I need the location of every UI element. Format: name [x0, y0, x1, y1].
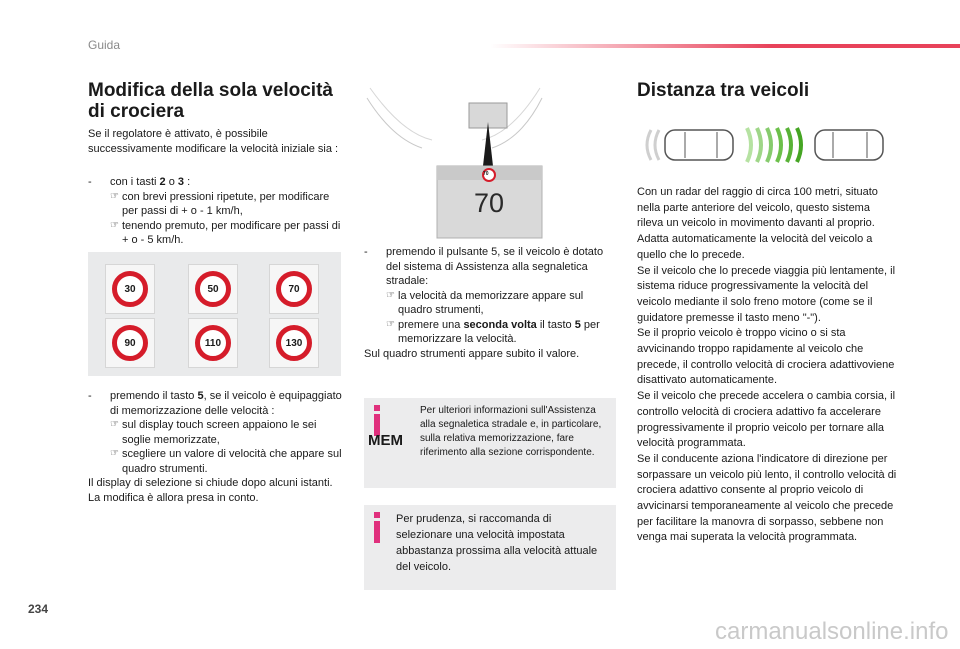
finger-icon: ☞: [110, 219, 119, 231]
left-sub-item: ☞ scegliere un valore di velocità che appare sul quadro strumenti.: [110, 448, 342, 475]
left-sub-item: ☞ con brevi pressioni ripetute, per modificare per passi di + o - 1 km/h,: [110, 190, 330, 217]
left-bullets: [88, 175, 343, 248]
left-dash-item: - premendo il tasto 5, se il veicolo è equipaggiato di memorizzazione delle velocità :: [88, 390, 342, 417]
left-intro: Se il regolatore è attivato, è possibile successivamente modificare la velocità iniziale sia :: [88, 128, 339, 155]
finger-icon: ☞: [110, 448, 119, 459]
finger-icon: ☞: [386, 318, 395, 330]
speed-signs-illustration: [88, 252, 341, 376]
speed-sign-130: 130: [276, 325, 312, 361]
speed-sign-30: 30: [112, 271, 148, 307]
info-text-1: Per ulteriori informazioni sull'Assistenza alla segnaletica stradale e, in particolare, sulla relativa memorizzazione, fare riferimento alla sezione corrispondente.: [420, 405, 602, 458]
watermark: carmanualsonline.info: [715, 618, 949, 645]
info-text-2: Per prudenza, si raccomanda di selezionare una velocità impostata abbastanza prossima alla velocità attuale del veicolo.: [396, 513, 598, 573]
info-box-advice: [364, 505, 616, 590]
speed-sign-card: [105, 264, 155, 314]
speed-sign-90: 90: [112, 325, 148, 361]
middle-sub-item: ☞ premere una seconda volta il tasto 5 per memorizzare la velocità.: [386, 318, 600, 345]
middle-sub-item: ☞ la velocità da memorizzare appare sul quadro strumenti,: [386, 289, 584, 316]
finger-icon: ☞: [110, 190, 119, 202]
finger-icon: ☞: [110, 419, 119, 430]
speed-sign-card: [105, 318, 155, 368]
left-bullets-2: [88, 389, 343, 505]
middle-bullets: [364, 245, 614, 361]
left-dash-item: - con i tasti 2 o 3 :: [88, 176, 191, 188]
speed-sign-card: [188, 318, 238, 368]
right-body-text: Con un radar del raggio di circa 100 metri, situato nella parte anteriore del veicolo, questo sistema rileva un veicolo in movimento davanti al proprio. Adatta automaticamente la velocità del veicolo a quello che lo precede. Se il veicolo che lo precede viaggia più lentamente, il sistema riduce progressivamente la velocità del veicolo mediante il solo freno motore (come se il guidatore premesse il tasto meno "-"). Se il proprio veicolo è troppo vicino o si sta avvicinando troppo rapidamente al veicolo che precede, il controllo velocità di crociera adattivoviene disattivato automaticamente. Se il veicolo che precede accelera o cambia corsia, il controllo velocità di crociera adattivo fa accelerare progressivamente il proprio veicolo per tornare alla velocità programmata. Se il conducente aziona l'indicatore di direzione per sorpassare un veicolo più lento, il controllo velocità di crociera adattivo consente al proprio veicolo di avvicinarsi temporaneamente al veicolo che precede per facilitare la manovra di sorpasso, sebbene non venga mai superata la velocità programmata.: [637, 186, 897, 544]
page-number: 234: [28, 602, 49, 616]
finger-icon: ☞: [386, 289, 395, 301]
display-speed-value: 70: [474, 188, 505, 218]
speed-sign-70: 70: [276, 271, 312, 307]
instrument-cluster-illustration: [362, 78, 547, 243]
speed-sign-110: 110: [195, 325, 231, 361]
middle-closing: Sul quadro strumenti appare subito il valore.: [364, 347, 580, 360]
section-label: Guida: [88, 38, 121, 52]
speed-sign-card: [269, 264, 319, 314]
right-body: [637, 185, 899, 546]
right-title: Distanza tra veicoli: [637, 80, 810, 101]
speed-sign-card: [269, 318, 319, 368]
middle-dash-item: - premendo il pulsante 5, se il veicolo è dotato del sistema di Assistenza alla segnaletica stradale:: [364, 246, 604, 287]
left-closing-2: La modifica è allora presa in conto.: [88, 491, 259, 504]
info-icon: [374, 521, 380, 543]
left-sub-item: ☞ sul display touch screen appaiono le sei soglie memorizzate,: [110, 419, 317, 446]
info-box-mem: [364, 398, 616, 488]
header-accent-bar: [490, 44, 960, 48]
left-title: Modifica della sola velocità di crociera: [88, 80, 333, 122]
left-closing-1: Il display di selezione si chiude dopo alcuni istanti.: [88, 477, 333, 489]
display-sign-text: 70: [483, 171, 489, 177]
vehicle-distance-illustration: [637, 124, 897, 166]
mem-icon: MEM: [368, 432, 403, 449]
speed-sign-card: [188, 264, 238, 314]
speed-sign-50: 50: [195, 271, 231, 307]
left-sub-item: ☞ tenendo premuto, per modificare per passi di + o - 5 km/h.: [110, 219, 341, 246]
